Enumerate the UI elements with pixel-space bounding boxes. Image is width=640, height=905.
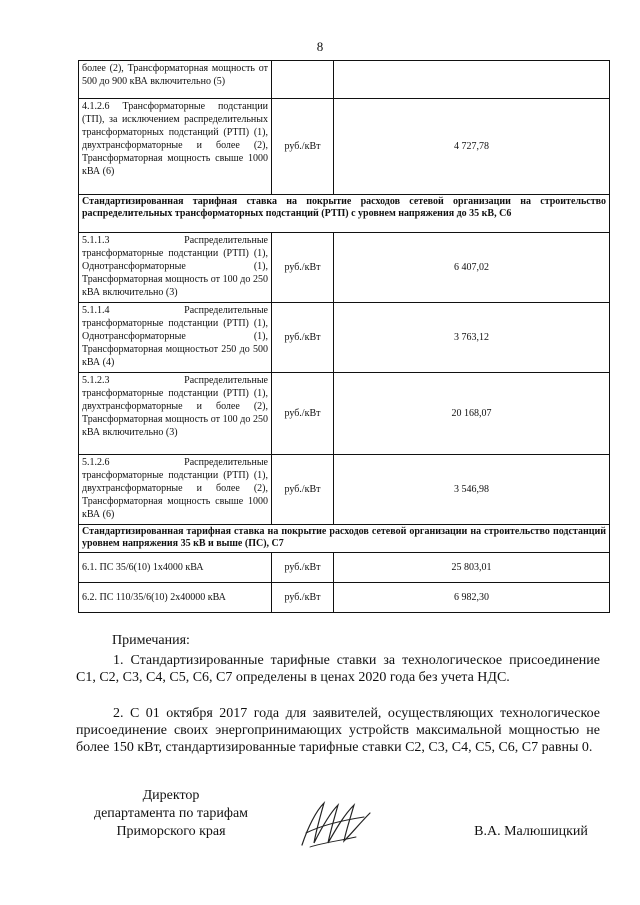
row-value: 3 763,12 (334, 303, 610, 373)
signer-title-line1: Директор (142, 788, 200, 803)
table-row (79, 373, 610, 455)
row-unit: руб./кВт (272, 455, 334, 525)
tariff-table (78, 60, 610, 613)
row-value: 20 168,07 (334, 373, 610, 455)
row-value (334, 61, 610, 99)
table-row (79, 61, 610, 99)
row-description: 5.1.1.4 Распределительные трансформаторные подстанции (РТП) (1), Однотрансформаторные (1), Трансформаторная мощностьот 250 до 500 кВА (4) (79, 303, 272, 373)
row-value: 25 803,01 (334, 553, 610, 583)
table-row (79, 303, 610, 373)
row-description: 5.1.1.3 Распределительные трансформаторные подстанции (РТП) (1), Однотрансформаторные (1), Трансформаторная мощность от 100 до 250 кВА включительно (3) (79, 233, 272, 303)
signer-title-line2: департамента по тарифам (93, 806, 249, 821)
page-number: 8 (316, 39, 324, 54)
row-description: 4.1.2.6 Трансформаторные подстанции (ТП), за исключением распределительных трансформаторных подстанций (РТП) (1), двухтрансформаторные и более (2), Трансформаторная мощность свыше 1000 кВА (6) (79, 99, 272, 195)
section-header-row (79, 195, 610, 233)
row-description: 6.2. ПС 110/35/6(10) 2x40000 кВА (79, 583, 272, 613)
note-item: 2. С 01 октября 2017 года для заявителей, осуществляющих технологическое присоединение своих энергопринимающих устройств максимальной мощностью не более 150 кВт, стандартизированные тарифные ставки С2, С3, С4, С5, С6, С7 равны 0. (76, 706, 600, 755)
row-unit: руб./кВт (272, 303, 334, 373)
row-value: 6 407,02 (334, 233, 610, 303)
row-value: 3 546,98 (334, 455, 610, 525)
section-header: Стандартизированная тарифная ставка на покрытие расходов сетевой организации на строительство распределительных трансформаторных подстанций (РТП) с уровнем напряжения до 35 кВ, С6 (79, 195, 610, 233)
row-unit: руб./кВт (272, 553, 334, 583)
signer-name: В.А. Малюшицкий (474, 824, 588, 839)
table-row (79, 233, 610, 303)
handwritten-signature (298, 797, 380, 851)
table-row (79, 99, 610, 195)
row-value: 4 727,78 (334, 99, 610, 195)
table-row (79, 455, 610, 525)
note-item: 1. Стандартизированные тарифные ставки за технологическое присоединение С1, С2, С3, С4, С5, С6, С7 определены в ценах 2020 года без учета НДС. (76, 653, 600, 685)
section-header: Стандартизированная тарифная ставка на покрытие расходов сетевой организации на строительство подстанций уровнем напряжения 35 кВ и выше (ПС), С7 (79, 525, 610, 553)
row-unit: руб./кВт (272, 583, 334, 613)
notes-title: Примечания: (112, 633, 190, 648)
row-unit: руб./кВт (272, 373, 334, 455)
row-description: 5.1.2.6 Распределительные трансформаторные подстанции (РТП) (1), двухтрансформаторные и более (2), Трансформаторная мощность свыше 1000 кВА (6) (79, 455, 272, 525)
signer-title-line3: Приморского края (116, 824, 226, 839)
row-unit (272, 61, 334, 99)
row-description: более (2), Трансформаторная мощность от 500 до 900 кВА включительно (5) (79, 61, 272, 99)
row-description: 6.1. ПС 35/6(10) 1x4000 кВА (79, 553, 272, 583)
row-unit: руб./кВт (272, 233, 334, 303)
row-description: 5.1.2.3 Распределительные трансформаторные подстанции (РТП) (1), двухтрансформаторные и более (2), Трансформаторная мощность от 100 до 250 кВА включительно (3) (79, 373, 272, 455)
table-row (79, 553, 610, 583)
section-header-row (79, 525, 610, 553)
table-row (79, 583, 610, 613)
row-unit: руб./кВт (272, 99, 334, 195)
row-value: 6 982,30 (334, 583, 610, 613)
